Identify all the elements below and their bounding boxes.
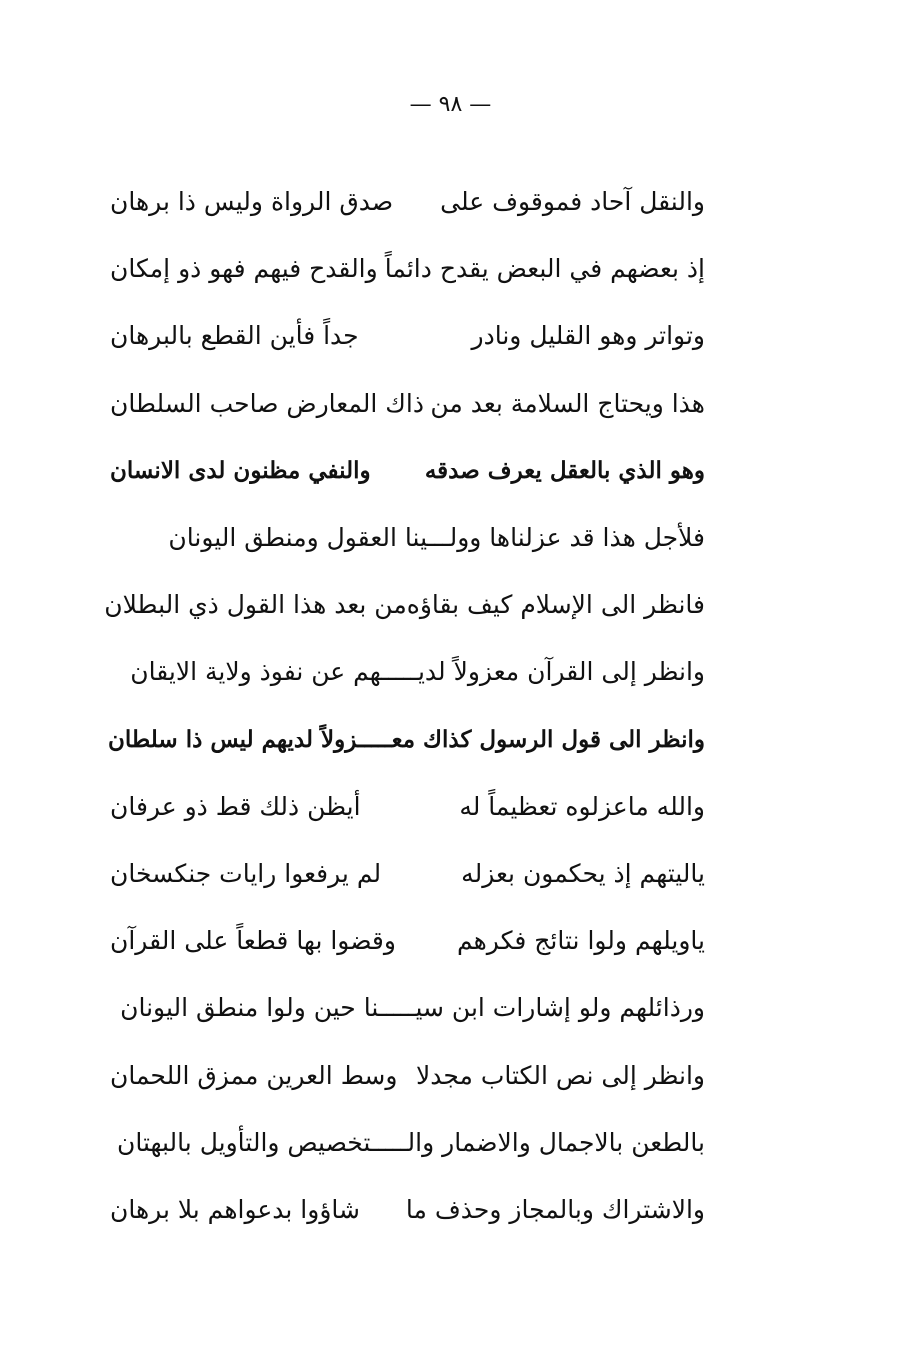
verse-5-first-hemistich: وهو الذي بالعقل يعرف صدقه bbox=[424, 456, 705, 484]
verse-13 bbox=[110, 974, 705, 1041]
verse-9 bbox=[110, 706, 705, 773]
page-number: — ٩٨ — bbox=[409, 92, 492, 117]
verse-5-second-hemistich: والنفي مظنون لدى الانسان bbox=[110, 456, 371, 484]
verse-11-first-hemistich: ياليتهم إذ يحكمون بعزله bbox=[461, 858, 705, 888]
verse-5 bbox=[110, 437, 705, 504]
verse-11 bbox=[110, 840, 705, 907]
verse-16-second-hemistich: شاؤوا بدعواهم بلا برهان bbox=[110, 1194, 360, 1224]
verse-9-text: وانظر الى قول الرسول كذاك معـــــزولاً لديهم ليس ذا سلطان bbox=[108, 725, 705, 753]
verse-16-first-hemistich: والاشتراك وبالمجاز وحذف ما bbox=[405, 1194, 705, 1224]
poem bbox=[104, 168, 705, 1243]
verse-6 bbox=[110, 504, 705, 571]
verse-3 bbox=[110, 302, 705, 369]
verse-7-first-hemistich: فانظر الى الإسلام كيف بقاؤه bbox=[406, 590, 705, 620]
verse-11-second-hemistich: لم يرفعوا رايات جنكسخان bbox=[110, 858, 382, 888]
verse-14-first-hemistich: وانظر إلى نص الكتاب مجدلا bbox=[415, 1060, 705, 1090]
verse-7 bbox=[104, 571, 705, 638]
verse-1 bbox=[110, 168, 705, 235]
verse-6-text: فلأجل هذا قد عزلناها وولـــينا العقول ومنطق اليونان bbox=[168, 523, 705, 553]
verse-2-second-hemistich: والقدح فيهم فهو ذو إمكان bbox=[110, 254, 378, 284]
verse-14 bbox=[110, 1041, 705, 1108]
verse-8 bbox=[110, 638, 705, 705]
verse-3-second-hemistich: جداً فأين القطع بالبرهان bbox=[110, 321, 359, 351]
verse-15 bbox=[110, 1109, 705, 1176]
verse-12-second-hemistich: وقضوا بها قطعاً على القرآن bbox=[110, 926, 396, 956]
verse-10 bbox=[110, 773, 705, 840]
verse-12-first-hemistich: ياويلهم ولوا نتائج فكرهم bbox=[456, 926, 705, 956]
verse-2 bbox=[110, 235, 705, 302]
verse-1-second-hemistich: صدق الرواة وليس ذا برهان bbox=[110, 187, 394, 217]
verse-4-first-hemistich: هذا ويحتاج السلامة بعد من bbox=[430, 388, 705, 418]
verse-10-second-hemistich: أيظن ذلك قط ذو عرفان bbox=[110, 791, 361, 821]
verse-2-first-hemistich: إذ بعضهم في البعض يقدح دائماً bbox=[384, 254, 705, 284]
verse-3-first-hemistich: وتواتر وهو القليل ونادر bbox=[471, 321, 705, 351]
verse-8-text: وانظر إلى القرآن معزولاً لديـــــهم عن نفوذ ولاية الايقان bbox=[130, 657, 705, 687]
verse-13-text: ورذائلهم ولو إشارات ابن سيـــــنا حين ولوا منطق اليونان bbox=[120, 993, 705, 1023]
verse-16 bbox=[110, 1176, 705, 1243]
verse-15-text: بالطعن بالاجمال والاضمار والـــــتخصيص والتأويل بالبهتان bbox=[116, 1127, 705, 1157]
verse-7-second-hemistich: من بعد هذا القول ذي البطلان bbox=[104, 590, 407, 620]
verse-14-second-hemistich: وسط العرين ممزق اللحمان bbox=[110, 1060, 398, 1090]
verse-1-first-hemistich: والنقل آحاد فموقوف على bbox=[440, 187, 705, 217]
verse-12 bbox=[110, 907, 705, 974]
verse-4 bbox=[110, 370, 705, 437]
verse-4-second-hemistich: ذاك المعارض صاحب السلطان bbox=[110, 388, 424, 418]
verse-10-first-hemistich: والله ماعزلوه تعظيماً له bbox=[459, 791, 705, 821]
